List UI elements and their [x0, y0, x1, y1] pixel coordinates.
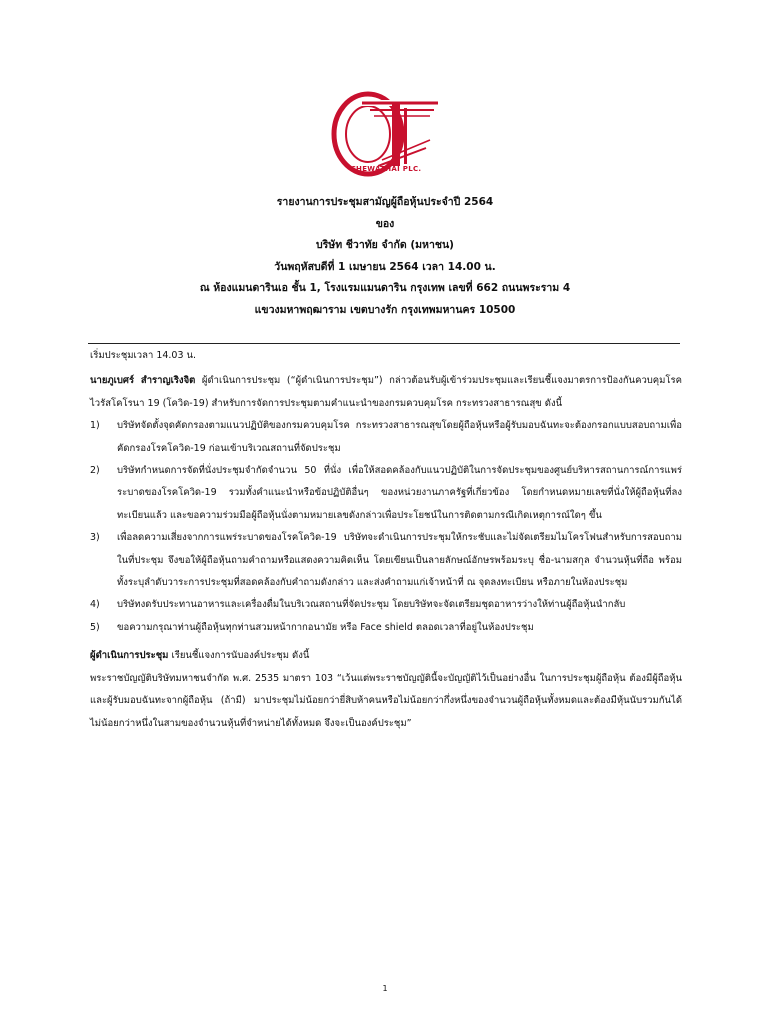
report-title: รายงานการประชุมสามัญผู้ถือหุ้นประจำปี 2564 [276, 196, 494, 208]
report-body [90, 345, 682, 735]
page-number: 1 [382, 984, 388, 993]
intro-paragraph [90, 370, 682, 415]
list-item [90, 617, 682, 639]
company-name: บริษัท ชีวาทัย จำกัด (มหาชน) [316, 239, 454, 251]
meeting-address: แขวงมหาพฤฒาราม เขตบางรัก กรุงเทพมหานคร 10500 [254, 303, 516, 316]
intro-speaker: นายภูเบศร์ สำราญเริงจิต [90, 375, 196, 387]
list-item-text: บริษัทงดรับประทานอาหารและเครื่องดื่มในบริเวณสถานที่จัดประชุม โดยบริษัทจะจัดเตรียมชุดอาหารว่างให้ท่านผู้ถือหุ้นนำกลับ [117, 599, 626, 611]
list-item-number: 1) [90, 420, 100, 432]
report-title-of: ของ [375, 217, 395, 230]
list-item-number: 5) [90, 621, 100, 633]
report-header [0, 192, 770, 321]
list-item [90, 415, 682, 460]
list-item-text: บริษัทกำหนดการจัดที่นั่งประชุมจำกัดจำนวน 50 ที่นั่ง เพื่อให้สอดคล้องกับแนวปฏิบัติในการจัดประชุมของศูนย์บริหารสถานการณ์การแพร่ระบาดของโรคโควิด-19 รวมทั้งคำแนะนำหรือข้อปฏิบัติอื่นๆ ของหน่วยงานภาครัฐที่เกี่ยวข้อง โดยกำหนดหมายเลขที่นั่งให้ผู้ถือหุ้นที่ลงทะเบียนแล้ว และขอความร่วมมือผู้ถือหุ้นนั่งตามหมายเลขดังกล่าวเพื่อประโยชน์ในการติดตามกรณีเกิดเหตุการณ์ใดๆ ขึ้น [117, 465, 682, 521]
quorum-speaker: ผู้ดำเนินการประชุม [90, 650, 169, 662]
meeting-date: วันพฤหัสบดีที่ 1 เมษายน 2564 เวลา 14.00 น. [274, 260, 496, 273]
meeting-start-time: เริ่มประชุมเวลา 14.03 น. [90, 350, 197, 361]
list-item-number: 3) [90, 532, 100, 544]
list-item [90, 594, 682, 616]
list-item-text: ขอความกรุณาท่านผู้ถือหุ้นทุกท่านสวมหน้ากากอนามัย หรือ Face shield ตลอดเวลาที่อยู่ในห้องประชุม [117, 621, 534, 633]
header-divider [88, 343, 680, 344]
list-item [90, 527, 682, 594]
meeting-venue: ณ ห้องแมนดารินเอ ชั้น 1, โรงแรมแมนดาริน กรุงเทพ เลขที่ 662 ถนนพระราม 4 [199, 282, 571, 294]
list-item [90, 460, 682, 527]
list-item-number: 4) [90, 599, 100, 611]
intro-text: ผู้ดำเนินการประชุม (“ผู้ดำเนินการประชุม”) กล่าวต้อนรับผู้เข้าร่วมประชุมและเรียนชี้แจงมาตรการป้องกันควบคุมโรคไวรัสโคโรนา 19 (โควิด-19) สำหรับการจัดการประชุมตามคำแนะนำของกรมควบคุมโรค กระทรวงสาธารณสุข ดังนี้ [90, 375, 682, 409]
covid-measures-list [90, 415, 682, 639]
quorum-intro: เรียนชี้แจงการนับองค์ประชุม ดังนี้ [168, 650, 310, 662]
quorum-heading [90, 645, 682, 667]
list-item-text: เพื่อลดความเสี่ยงจากการแพร่ระบาดของโรคโควิด-19 บริษัทจะดำเนินการประชุมให้กระชับและไม่จัดเตรียมไมโครโฟนสำหรับการสอบถามในที่ประชุม จึงขอให้ผู้ถือหุ้นถามคำถามหรือแสดงความคิดเห็น โดยเขียนเป็นลายลักษณ์อักษรพร้อมระบุ ชื่อ-นามสกุล จำนวนหุ้นที่ถือ พร้อมทั้งระบุลำดับวาระการประชุมที่สอดคล้องกับคำถามดังกล่าว และส่งคำถามแก่เจ้าหน้าที่ ณ จุดลงทะเบียน หรือภายในห้องประชุม [117, 532, 682, 589]
list-item-text: บริษัทจัดตั้งจุดคัดกรองตามแนวปฏิบัติของกรมควบคุมโรค กระทรวงสาธารณสุขโดยผู้ถือหุ้นหรือผู้รับมอบฉันทะจะต้องกรอกแบบสอบถามเพื่อคัดกรองโรคโควิด-19 ก่อนเข้าบริเวณสถานที่จัดประชุม [117, 420, 682, 454]
company-logo-text: CHEWATHAI PLC. [350, 165, 422, 173]
list-item-number: 2) [90, 465, 100, 477]
quorum-paragraph: พระราชบัญญัติบริษัทมหาชนจำกัด พ.ศ. 2535 มาตรา 103 “เว้นแต่พระราชบัญญัตินี้จะบัญญัติไว้เป็นอย่างอื่น ในการประชุมผู้ถือหุ้น ต้องมีผู้ถือหุ้นและผู้รับมอบฉันทะจากผู้ถือหุ้น (ถ้ามี) มาประชุมไม่น้อยกว่ายี่สิบห้าคนหรือไม่น้อยกว่ากึ่งหนึ่งของจำนวนผู้ถือหุ้นทั้งหมดและต้องมีหุ้นนับรวมกันได้ไม่น้อยกว่าหนึ่งในสามของจำนวนหุ้นที่จำหน่ายได้ทั้งหมด จึงจะเป็นองค์ประชุม” [90, 672, 682, 729]
